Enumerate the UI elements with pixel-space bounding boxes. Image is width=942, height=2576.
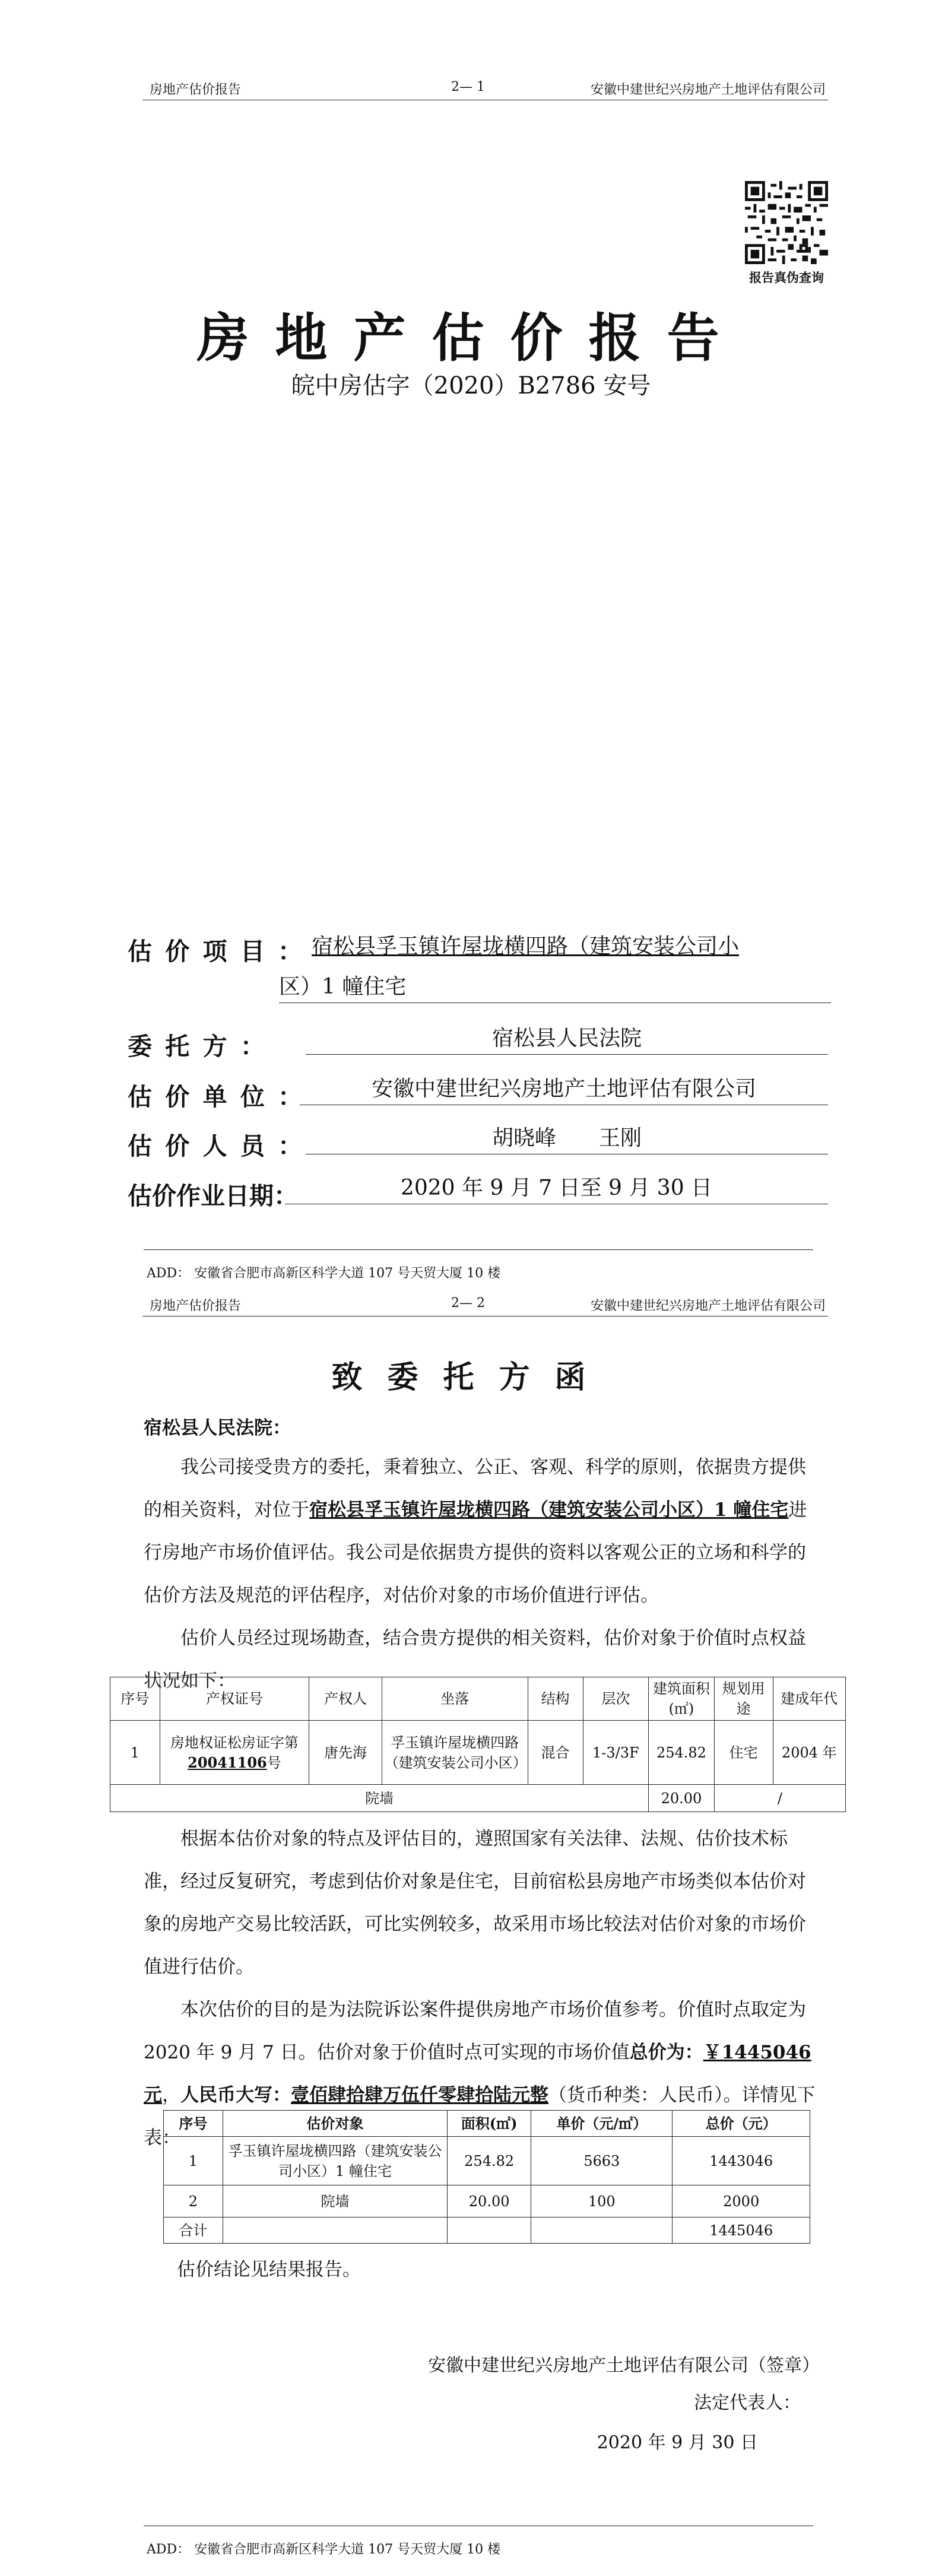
letter-paragraph-4: 本次估价的目的是为法院诉讼案件提供房地产市场价值参考。价值时点取定为 2020 年 9 月 7 日。估价对象于价值时点可实现的市场价值总价为：￥1445046 元，人民币大写：壹佰肆拾肆万伍仟零肆拾陆元整（货币种类：人民币）。详情见下表：	[144, 1999, 816, 2149]
table-cell: 1	[110, 1721, 160, 1785]
header-right: 安徽中建世纪兴房地产土地评估有限公司	[590, 1299, 826, 1314]
table-header-row	[164, 2111, 810, 2137]
table-cell	[223, 2217, 447, 2244]
table-cell: 院墙	[110, 1785, 649, 1812]
field-value-project-line1: 宿松县孚玉镇许屋垅横四路（建筑安装公司小	[312, 934, 740, 959]
field-label-appraiser-org: 估 价 单 位 ：	[128, 1083, 305, 1111]
signature-company: 安徽中建世纪兴房地产土地评估有限公司（签章）	[428, 2355, 820, 2376]
table-cell: 20.00	[448, 2185, 531, 2217]
field-value-appraisers: 胡晓峰 王刚	[306, 1123, 828, 1154]
table-cell: 合计	[164, 2217, 223, 2244]
table-cell: 唐先海	[309, 1721, 382, 1785]
report-number: 皖中房估字（2020）B2786 安号	[291, 372, 651, 399]
table-cell-cert: 房地权证松房证字第20041106号	[160, 1721, 309, 1785]
letter-salutation: 宿松县人民法院：	[144, 1417, 291, 1439]
table-cell	[448, 2217, 531, 2244]
letter-title: 致委托方函	[331, 1359, 611, 1395]
table-row	[164, 2217, 810, 2244]
header-right: 安徽中建世纪兴房地产土地评估有限公司	[590, 83, 826, 97]
table-header: 建成年代	[773, 1677, 845, 1721]
qr-code-icon[interactable]	[745, 181, 828, 264]
letter-paragraph-5: 估价结论见结果报告。	[177, 2259, 361, 2280]
header-left: 房地产估价报告	[150, 1299, 242, 1314]
page-header	[142, 76, 828, 100]
field-label-project: 估 价 项 目 ：	[128, 937, 305, 966]
table-header-row	[110, 1677, 846, 1721]
page-header-2	[142, 1292, 828, 1316]
signature-representative: 法定代表人：	[694, 2393, 801, 2413]
table-cell: 2004 年	[773, 1721, 845, 1785]
table-cell: 254.82	[448, 2137, 531, 2185]
letter-address: ADD： 安徽省合肥市高新区科学大道 107 号天贸大厦 10 楼	[147, 2542, 501, 2557]
table-header: 产权证号	[160, 1677, 309, 1721]
table-row	[164, 2185, 810, 2217]
table-header: 总价（元）	[673, 2111, 810, 2137]
letter-paragraph-2: 估价人员经过现场勘查，结合贵方提供的相关资料，估价对象于价值时点权益状况如下：	[144, 1628, 806, 1692]
table-cell: 2	[164, 2185, 223, 2217]
table-row	[110, 1785, 846, 1812]
table-cell: 1-3/3F	[583, 1721, 649, 1785]
table-cell: 100	[531, 2185, 673, 2217]
field-label-client: 委 托 方 ：	[128, 1032, 267, 1061]
table-row	[110, 1721, 846, 1785]
table-cell: 院墙	[223, 2185, 447, 2217]
report-title: 房地产估价报告	[196, 307, 746, 369]
field-value-appraiser-org: 安徽中建世纪兴房地产土地评估有限公司	[300, 1074, 828, 1105]
field-value-work-date: 2020 年 9 月 7 日至 9 月 30 日	[285, 1173, 828, 1204]
table-cell	[531, 2217, 673, 2244]
letter-paragraph-3: 根据本估价对象的特点及评估目的，遵照国家有关法律、法规、估价技术标准，经过反复研究，考虑到估价对象是住宅，目前宿松县房地产市场类似本估价对象的房地产交易比较活跃，可比实例较多，故采用市场比较法对估价对象的市场价值进行估价。	[144, 1828, 806, 1978]
table-header: 结构	[528, 1677, 583, 1721]
table-cell: 254.82	[649, 1721, 715, 1785]
table-header: 面积(㎡)	[448, 2111, 531, 2137]
table-header: 序号	[110, 1677, 160, 1721]
table-cell: /	[714, 1785, 845, 1812]
table-header: 层次	[583, 1677, 649, 1721]
field-value-client: 宿松县人民法院	[306, 1023, 828, 1055]
table-header: 序号	[164, 2111, 223, 2137]
field-label-appraisers: 估 价 人 员 ：	[128, 1132, 305, 1160]
table-row	[164, 2137, 810, 2185]
table-cell: 2000	[673, 2185, 810, 2217]
signature-date: 2020 年 9 月 30 日	[597, 2432, 758, 2453]
divider	[144, 1249, 813, 1250]
property-table	[110, 1677, 846, 1812]
table-header: 单价（元/㎡）	[531, 2111, 673, 2137]
header-page-number: 2— 2	[451, 1296, 485, 1311]
valuation-table	[163, 2110, 810, 2244]
field-value-project-line2: 区）1 幢住宅	[279, 972, 831, 1003]
table-cell: 混合	[528, 1721, 583, 1785]
header-page-number: 2— 1	[451, 80, 485, 94]
table-header: 产权人	[309, 1677, 382, 1721]
table-header: 建筑面积(㎡)	[649, 1677, 715, 1721]
table-cell: 20.00	[649, 1785, 715, 1812]
cover-address: ADD： 安徽省合肥市高新区科学大道 107 号天贸大厦 10 楼	[147, 1266, 501, 1281]
letter-paragraph-1: 我公司接受贵方的委托，秉着独立、公正、客观、科学的原则，依据贵方提供的相关资料，对位于宿松县孚玉镇许屋垅横四路（建筑安装公司小区）1 幢住宅进行房地产市场价值评估。我公司是依据贵方提供的资料以客观公正的立场和科学的估价方法及规范的评估程序，对估价对象的市场价值进行评估。	[144, 1457, 807, 1606]
table-header: 坐落	[382, 1677, 528, 1721]
table-cell: 1443046	[673, 2137, 810, 2185]
header-left: 房地产估价报告	[150, 83, 242, 97]
table-header: 估价对象	[223, 2111, 447, 2137]
table-header: 规划用途	[714, 1677, 773, 1721]
table-cell: 1445046	[673, 2217, 810, 2244]
qr-caption: 报告真伪查询	[749, 270, 824, 285]
table-cell: 住宅	[714, 1721, 773, 1785]
table-cell: 孚玉镇许屋垅横四路（建筑安装公司小区）	[382, 1721, 528, 1785]
table-cell: 孚玉镇许屋垅横四路（建筑安装公司小区）1 幢住宅	[223, 2137, 447, 2185]
field-label-work-date: 估价作业日期：	[128, 1182, 298, 1210]
table-cell: 1	[164, 2137, 223, 2185]
table-cell: 5663	[531, 2137, 673, 2185]
